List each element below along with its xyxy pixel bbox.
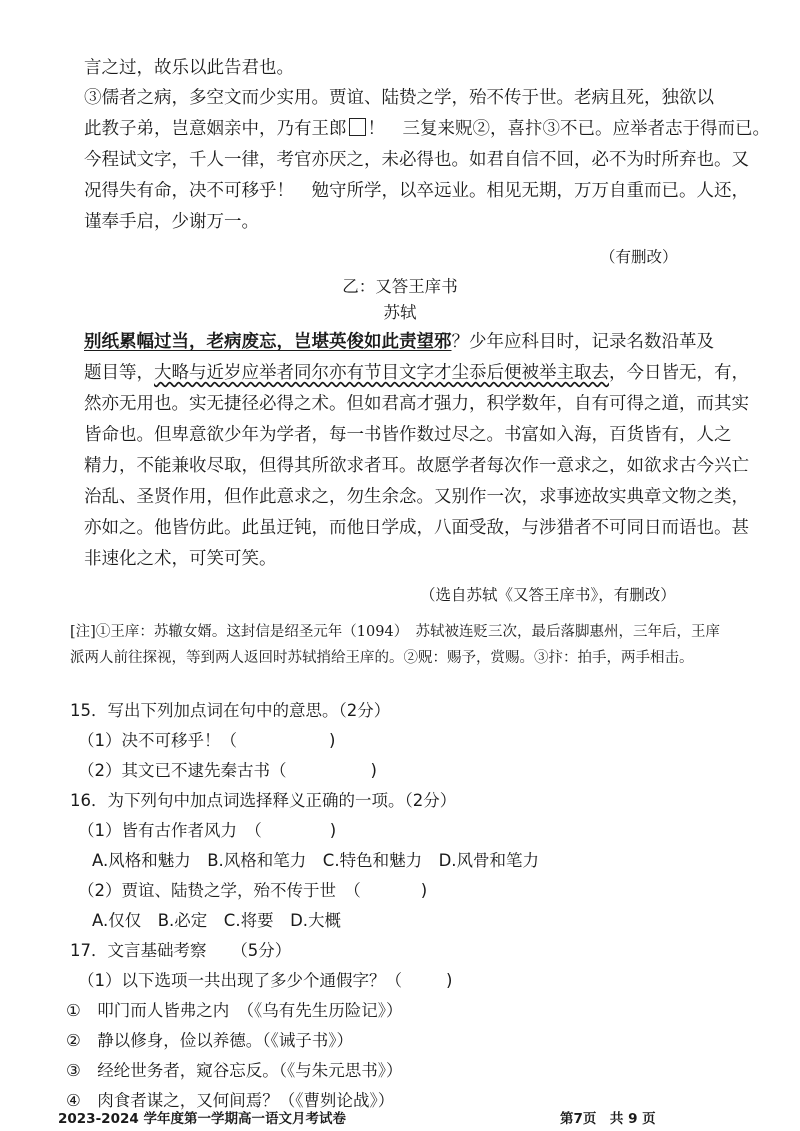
letter-b-line bbox=[84, 362, 749, 384]
letter-b-line: 然亦无用也。实无捷径必得之术。但如君高才强力，积学数年，自有可得之道，而其实 bbox=[84, 394, 749, 414]
question-text: （1）决不可移乎！（ bbox=[78, 731, 237, 750]
question-15-stem: 15．写出下列加点词在句中的意思。（2分） bbox=[70, 701, 391, 720]
question-15-item bbox=[78, 760, 377, 782]
letter-b-line: 亦如之。他皆仿此。此虽迂钝，而他日学成，八面受敌，与涉猎者不可同日而语也。甚 bbox=[84, 518, 749, 538]
wavy-underlined-sentence: 大略与近岁应举者同尔亦有节目文字才尘忝后便被举主取去 bbox=[154, 363, 609, 383]
note-line: [注]①王庠：苏辙女婿。这封信是绍圣元年（1094） 苏轼被连贬三次，最后落脚惠州，三年后，王庠 bbox=[70, 624, 720, 640]
letter-b-text: ，今日皆无，有， bbox=[609, 363, 749, 383]
letter-b-author: 苏轼 bbox=[383, 303, 417, 322]
letter-b-line: 非速化之术，可笑可笑。 bbox=[84, 549, 277, 569]
letter-a-line bbox=[84, 118, 770, 140]
answer-bracket: ) bbox=[329, 731, 336, 750]
letter-b-text: ？少年应科目时，记录名数沿革及 bbox=[451, 332, 714, 352]
question-16-options: A.风格和魅力 B.风格和笔力 C.特色和魅力 D.风骨和笔力 bbox=[92, 851, 540, 870]
question-16-item bbox=[78, 880, 427, 902]
question-15-item bbox=[78, 730, 335, 752]
question-16-options: A.仅仅 B.必定 C.将要 D.大概 bbox=[92, 911, 342, 930]
question-text: （2）贾谊、陆贽之学，殆不传于世 （ bbox=[78, 881, 361, 900]
letter-a-line: ③儒者之病，多空文而少实用。贾谊、陆贽之学，殆不传于世。老病且死，独欲以 bbox=[84, 88, 714, 108]
answer-bracket: ) bbox=[420, 881, 428, 900]
question-16-stem: 16．为下列句中加点词选择释义正确的一项。（2分） bbox=[70, 791, 457, 810]
letter-a-line: 言之过，故乐以此告君也。 bbox=[84, 58, 294, 78]
answer-bracket: ) bbox=[370, 761, 377, 780]
note-line: 派两人前往探视，等到两人返回时苏轼捎给王庠的。②贶：赐予，赏赐。③抃：拍手，两手相击。 bbox=[70, 650, 694, 666]
letter-a-line: 今程试文字，千人一律，考官亦厌之，未必得也。如君自信不回，必不为时所弃也。又 bbox=[84, 150, 749, 170]
question-17-option: ① 叩门而人皆弗之内 （《乌有先生历险记》） bbox=[66, 1001, 403, 1020]
question-17-option: ② 静以修身，俭以养德。（《诫子书》） bbox=[66, 1031, 354, 1050]
answer-bracket: ) bbox=[446, 971, 453, 990]
question-text: （2）其文已不逮先秦古书（ bbox=[78, 761, 287, 780]
letter-b-line: 精力，不能兼收尽取，但得其所欲求者耳。故愿学者每次作一意求之，如欲求古今兴亡 bbox=[84, 456, 749, 476]
footer-exam-title: 2023-2024 学年度第一学期高一语文月考试卷 bbox=[58, 1111, 346, 1127]
underlined-sentence: 别纸累幅过当，老病废忘，岂堪英俊如此责望邪 bbox=[84, 332, 452, 352]
question-17-item bbox=[78, 970, 452, 992]
letter-a-text: 此教子弟，岂意姻亲中，乃有王郎 bbox=[84, 119, 347, 139]
letter-a-line: 谨奉手启，少谢万一。 bbox=[84, 212, 259, 232]
letter-b-text: 题目等， bbox=[84, 363, 154, 383]
letter-b-title: 乙：又答王庠书 bbox=[342, 277, 458, 296]
question-text: （1）以下选项一共出现了多少个通假字？（ bbox=[78, 971, 402, 990]
question-16-item bbox=[78, 820, 336, 842]
letter-a-source: （有删改） bbox=[600, 248, 678, 266]
letter-b-line: 治乱、圣贤作用，但作此意求之，勿生余念。又别作一次，求事迹故实典章文物之类， bbox=[84, 487, 749, 507]
letter-b-line: 皆命也。但卑意欲少年为学者，每一书皆作数过尽之。书富如入海，百货皆有，人之 bbox=[84, 425, 732, 445]
question-17-option: ③ 经纶世务者，窥谷忘反。（《与朱元思书》） bbox=[66, 1061, 403, 1080]
footer-page-number: 第7页 共 9 页 bbox=[560, 1111, 656, 1127]
letter-a-text: ！ 三复来贶②，喜抃③不已。应举者志于得而已。 bbox=[367, 119, 770, 139]
answer-bracket: ) bbox=[329, 821, 337, 840]
letter-a-line: 况得失有命，决不可移乎！ 勉守所学，以卒远业。相见无期，万万自重而已。人还， bbox=[84, 181, 749, 201]
letter-b-line bbox=[84, 331, 714, 353]
question-17-option: ④ 肉食者谋之，又何间焉？（《曹刿论战》） bbox=[66, 1091, 395, 1110]
question-17-stem: 17．文言基础考察 （5分） bbox=[70, 941, 292, 960]
letter-b-source: （选自苏轼《又答王庠书》，有删改） bbox=[420, 586, 676, 604]
blank-box bbox=[349, 118, 366, 136]
question-text: （1）皆有古作者风力 （ bbox=[78, 821, 262, 840]
